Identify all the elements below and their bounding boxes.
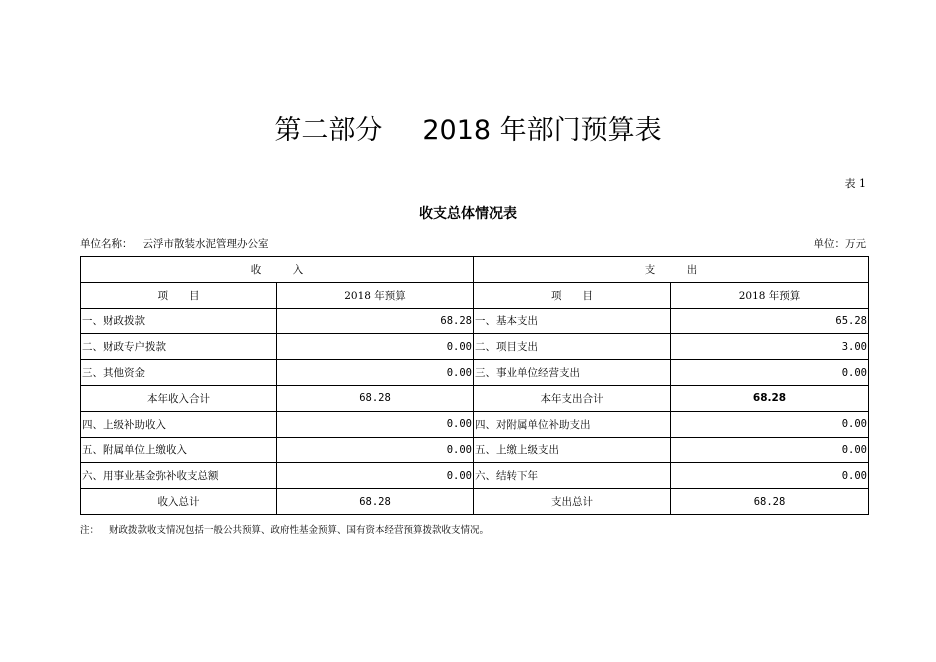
unit-name-line <box>80 236 269 251</box>
table-number: 表 1 <box>844 177 866 190</box>
table-row <box>81 437 869 463</box>
expense-value: 0.00 <box>671 437 869 463</box>
table-title: 收支总体情况表 <box>419 206 517 222</box>
budget-table <box>80 256 869 515</box>
footnote-text: 财政拨款收支情况包括一般公共预算、政府性基金预算、国有资本经营预算拨款收支情况。 <box>109 525 490 536</box>
table-row <box>81 411 869 437</box>
income-item: 二、财政专户拨款 <box>81 334 277 360</box>
expense-item: 三、事业单位经营支出 <box>474 360 671 386</box>
table-row <box>81 334 869 360</box>
expense-total-value: 68.28 <box>671 489 869 515</box>
income-subtotal-label: 本年收入合计 <box>81 385 277 411</box>
income-item: 四、上级补助收入 <box>81 411 277 437</box>
income-item: 六、用事业基金弥补收支总额 <box>81 463 277 489</box>
expense-value: 0.00 <box>671 411 869 437</box>
expense-total-label: 支出总计 <box>474 489 671 515</box>
income-total-label: 收入总计 <box>81 489 277 515</box>
page-title <box>0 108 936 147</box>
expense-subtotal-label: 本年支出合计 <box>474 385 671 411</box>
footnote <box>80 522 489 536</box>
title-part: 第二部分 <box>274 115 383 146</box>
unit-name-label: 单位名称： <box>80 238 133 250</box>
expense-item: 六、结转下年 <box>474 463 671 489</box>
expense-item: 二、项目支出 <box>474 334 671 360</box>
income-item: 三、其他资金 <box>81 360 277 386</box>
subtotal-row <box>81 385 869 411</box>
expense-item: 一、基本支出 <box>474 308 671 334</box>
expense-value: 65.28 <box>671 308 869 334</box>
unit-name-value: 云浮市散装水泥管理办公室 <box>142 238 269 250</box>
income-value: 68.28 <box>277 308 474 334</box>
income-section-header: 收 入 <box>81 257 474 283</box>
table-section-header-row <box>81 257 869 283</box>
income-value: 0.00 <box>277 437 474 463</box>
income-budget-header: 2018 年预算 <box>277 282 474 308</box>
income-value: 0.00 <box>277 334 474 360</box>
income-item: 五、附属单位上缴收入 <box>81 437 277 463</box>
income-value: 0.00 <box>277 360 474 386</box>
total-row <box>81 489 869 515</box>
income-item: 一、财政拨款 <box>81 308 277 334</box>
table-row <box>81 308 869 334</box>
title-rest: 年部门预算表 <box>499 115 662 146</box>
expense-budget-header: 2018 年预算 <box>671 282 869 308</box>
table-column-header-row <box>81 282 869 308</box>
table-row <box>81 463 869 489</box>
income-total-value: 68.28 <box>277 489 474 515</box>
income-value: 0.00 <box>277 411 474 437</box>
income-value: 0.00 <box>277 463 474 489</box>
currency-unit: 单位：万元 <box>813 238 866 250</box>
expense-item: 五、上缴上级支出 <box>474 437 671 463</box>
title-year: 2018 <box>422 115 492 146</box>
expense-value: 0.00 <box>671 463 869 489</box>
expense-item: 四、对附属单位补助支出 <box>474 411 671 437</box>
expense-section-header: 支 出 <box>474 257 869 283</box>
expense-item-header: 项 目 <box>474 282 671 308</box>
expense-value: 3.00 <box>671 334 869 360</box>
footnote-label: 注： <box>80 525 100 536</box>
income-subtotal-value: 68.28 <box>277 385 474 411</box>
table-row <box>81 360 869 386</box>
expense-subtotal-value: 68.28 <box>671 385 869 411</box>
expense-value: 0.00 <box>671 360 869 386</box>
income-item-header: 项 目 <box>81 282 277 308</box>
